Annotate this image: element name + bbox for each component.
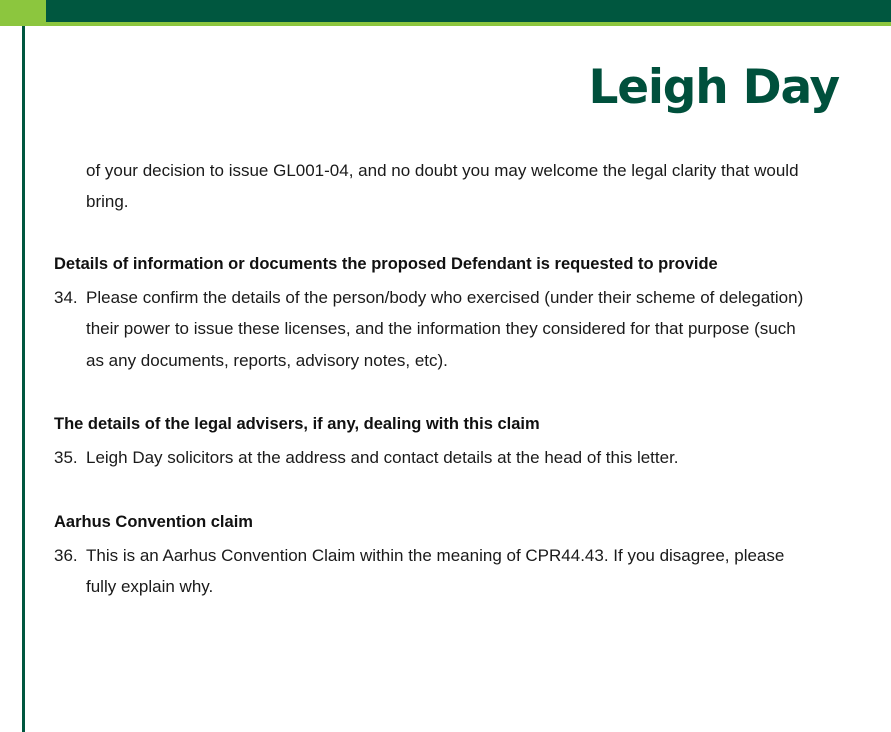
section-heading-aarhus-convention: Aarhus Convention claim (54, 512, 253, 531)
list-item (54, 442, 814, 473)
list-item-text: This is an Aarhus Convention Claim within the meaning of CPR44.43. If you disagree, please fully explain why. (86, 545, 785, 597)
top-bar-teal-block (46, 0, 891, 22)
leigh-day-logo: Leigh Day (588, 60, 839, 115)
list-item-text: Please confirm the details of the person/body who exercised (under their scheme of delegation) their power to issue these licenses, and the information they considered for that purpose (such as any documents, reports, advisory notes, etc). (86, 287, 804, 370)
list-item-number: 35. (54, 448, 78, 468)
top-decorative-bar (0, 0, 891, 22)
list-item-number: 34. (54, 287, 78, 307)
left-vertical-rule (22, 26, 25, 732)
list-item-number: 36. (54, 545, 78, 565)
list-item (54, 282, 814, 376)
section-heading-information-documents: Details of information or documents the proposed Defendant is requested to provide (54, 254, 718, 273)
list-item-text: Leigh Day solicitors at the address and contact details at the head of this letter. (86, 448, 679, 468)
continued-paragraph: of your decision to issue GL001-04, and no doubt you may welcome the legal clarity that would bring. (86, 161, 799, 212)
document-body (54, 155, 814, 637)
list-item (54, 540, 814, 603)
top-bar-underline (0, 22, 891, 26)
section-heading-legal-advisers: The details of the legal advisers, if any, dealing with this claim (54, 415, 540, 434)
top-bar-green-block (0, 0, 46, 22)
